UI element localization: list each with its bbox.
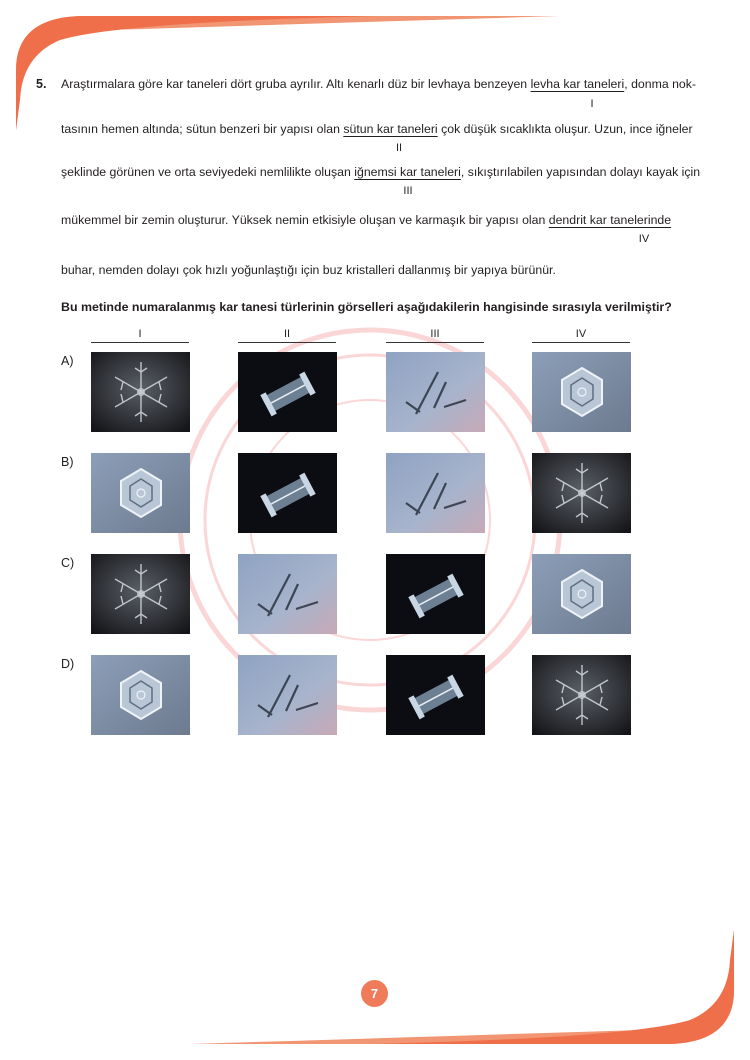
option-label[interactable]: B): [61, 455, 74, 469]
question-number: 5.: [36, 77, 47, 91]
column-icon: [386, 655, 485, 735]
numeral-IV: IV: [638, 233, 650, 245]
option-label[interactable]: C): [61, 556, 75, 570]
watermark-seal: [180, 330, 560, 710]
column-header-I: I: [91, 328, 189, 343]
dendrite-icon: [91, 352, 190, 432]
underlined-term-3: iğnemsi kar taneleri: [354, 165, 461, 179]
needle-icon: [386, 453, 485, 533]
numeral-III: III: [403, 185, 413, 197]
plate-icon: [91, 453, 190, 533]
option-label[interactable]: A): [61, 354, 74, 368]
page-number: 7: [361, 980, 388, 1007]
column-header-III: III: [386, 328, 484, 343]
needle-icon: [238, 655, 337, 735]
dendrite-icon: [532, 453, 631, 533]
text-line-5: buhar, nemden dolayı çok hızlı yoğunlaştığı için buz kristalleri dallanmış bir yapıya bürünür.: [61, 263, 556, 277]
column-header-II: II: [238, 328, 336, 343]
column-icon: [238, 453, 337, 533]
column-icon: [238, 352, 337, 432]
option-label[interactable]: D): [61, 657, 75, 671]
underlined-term-2: sütun kar taneleri: [343, 122, 438, 136]
dendrite-icon: [532, 655, 631, 735]
underlined-term-1: levha kar taneleri: [530, 77, 625, 91]
text-line-1: Araştırmalara göre kar taneleri dört gruba ayrılır. Altı kenarlı düz bir levhaya benzeyen levha kar taneleri, donma nok-: [61, 77, 697, 91]
plate-icon: [532, 554, 631, 634]
dendrite-icon: [91, 554, 190, 634]
plate-icon: [532, 352, 631, 432]
numeral-II: II: [395, 142, 403, 154]
text-line-2: tasının hemen altında; sütun benzeri bir yapısı olan sütun kar taneleri çok düşük sıcaklıkta oluşur. Uzun, ince iğneler: [61, 122, 693, 136]
underlined-term-4: dendrit kar tanelerinde: [548, 213, 672, 227]
column-icon: [386, 554, 485, 634]
text-line-4: mükemmel bir zemin oluşturur. Yüksek nemin etkisiyle oluşan ve karmaşık bir yapısı olan dendrit kar tanelerinde: [61, 213, 672, 227]
plate-icon: [91, 655, 190, 735]
numeral-I: I: [590, 98, 594, 110]
needle-icon: [238, 554, 337, 634]
column-header-IV: IV: [532, 328, 630, 343]
needle-icon: [386, 352, 485, 432]
text-line-3: şeklinde görünen ve orta seviyedeki nemlilikte oluşan iğnemsi kar taneleri, sıkıştırılabilen yapısından dolayı kayak için: [61, 165, 701, 179]
question-prompt: Bu metinde numaralanmış kar tanesi türlerinin görselleri aşağıdakilerin hangisinde sırasıyla verilmiştir?: [61, 300, 672, 314]
